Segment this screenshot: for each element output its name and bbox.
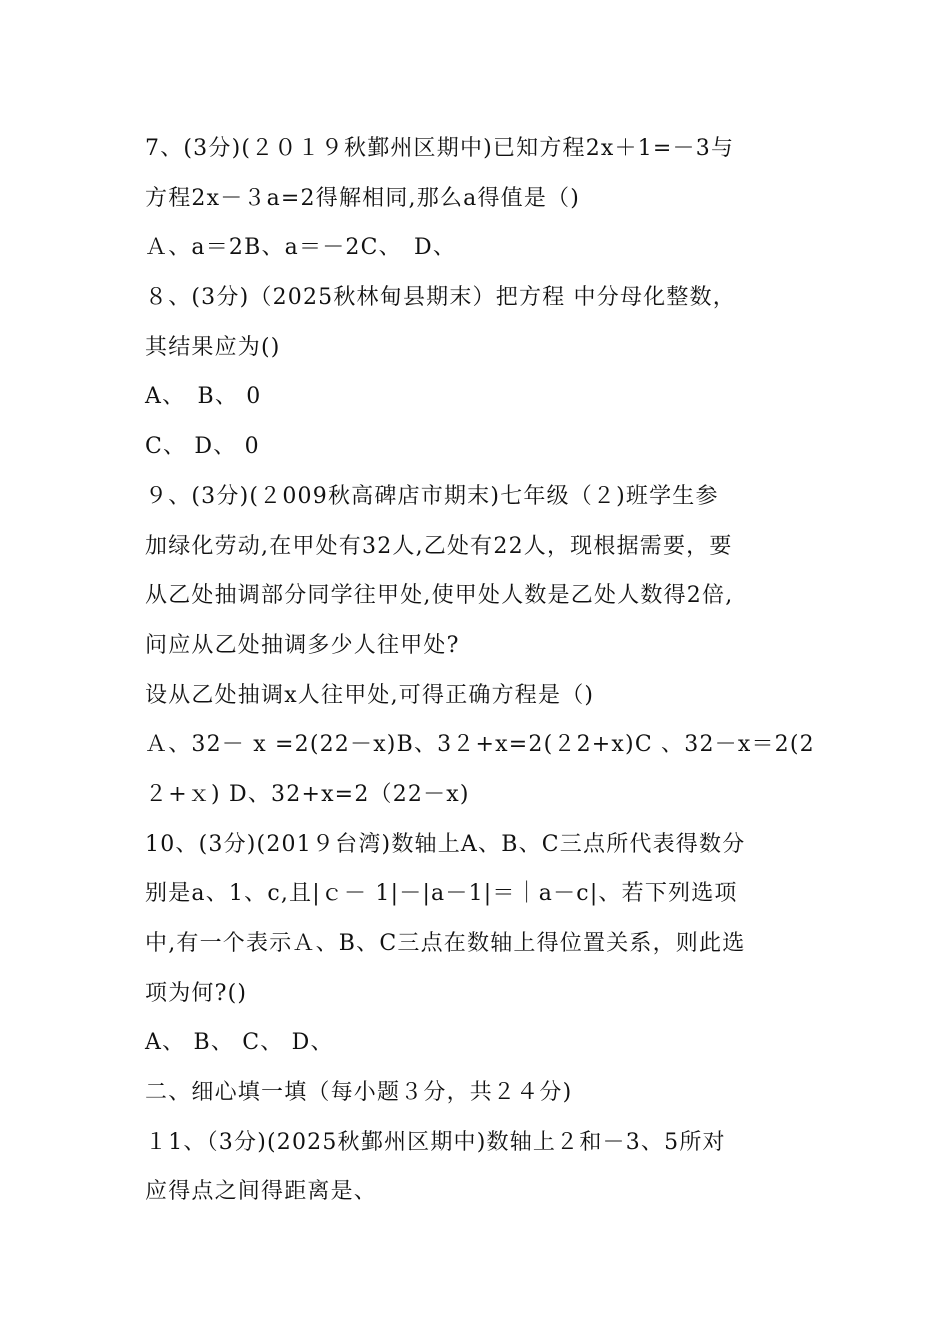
question-9-line-4: 问应从乙处抽调多少人往甲处? <box>145 632 460 658</box>
question-9-options-line-2: ２+ｘ) D、32+x=2（22－x) <box>145 781 470 807</box>
question-10-line-4: 项为何?() <box>145 980 248 1006</box>
document-body <box>145 124 815 1217</box>
question-11-line-2: 应得点之间得距离是、 <box>145 1179 378 1205</box>
question-11-line-1: １1、（3分)(2025秋鄞州区期中)数轴上２和－3、5所对 <box>145 1129 726 1155</box>
question-7-line-2: 方程2x－３a=2得解相同,那么a得值是（) <box>145 185 581 211</box>
question-7-options: Ａ、a＝2B、a＝－2C、 D、 <box>145 235 457 261</box>
question-9-line-3: 从乙处抽调部分同学往甲处,使甲处人数是乙处人数得2倍, <box>145 583 734 609</box>
question-9-line-2: 加绿化劳动,在甲处有32人,乙处有22人，现根据需要，要 <box>145 533 733 559</box>
question-8-options-ab: A、 B、 0 <box>145 384 262 410</box>
question-10-line-1: 10、(3分)(201９台湾)数轴上A、B、C三点所代表得数分 <box>145 831 746 857</box>
question-8-options-cd: C、 D、 0 <box>145 434 260 460</box>
question-9-options-line-1: Ａ、32－ x =2(22－x)B、3２+x=2(２2+x)C 、32－x＝2(2 <box>145 732 815 758</box>
question-9-line-1: ９、(3分)(２009秋高碑店市期末)七年级（２)班学生参 <box>145 483 719 509</box>
question-9-line-5: 设从乙处抽调x人往甲处,可得正确方程是（) <box>145 682 595 708</box>
question-8-line-1: ８、(3分)（2025秋林甸县期末）把方程 中分母化整数， <box>145 285 736 311</box>
section-2-heading: 二、细心填一填（每小题３分，共２４分) <box>145 1080 573 1106</box>
question-8-line-2: 其结果应为() <box>145 334 281 360</box>
question-10-line-3: 中,有一个表示Ａ、B、C三点在数轴上得位置关系，则此选 <box>145 931 746 956</box>
question-10-line-2: 别是a、1、c,且|ｃ－ 1|－|a－1|＝｜a－c|、若下列选项 <box>145 881 738 907</box>
question-10-options: A、 B、 C、 D、 <box>145 1030 334 1056</box>
question-7-line-1: 7、(3分)(２０１９秋鄞州区期中)已知方程2x＋1=－3与 <box>145 136 735 161</box>
